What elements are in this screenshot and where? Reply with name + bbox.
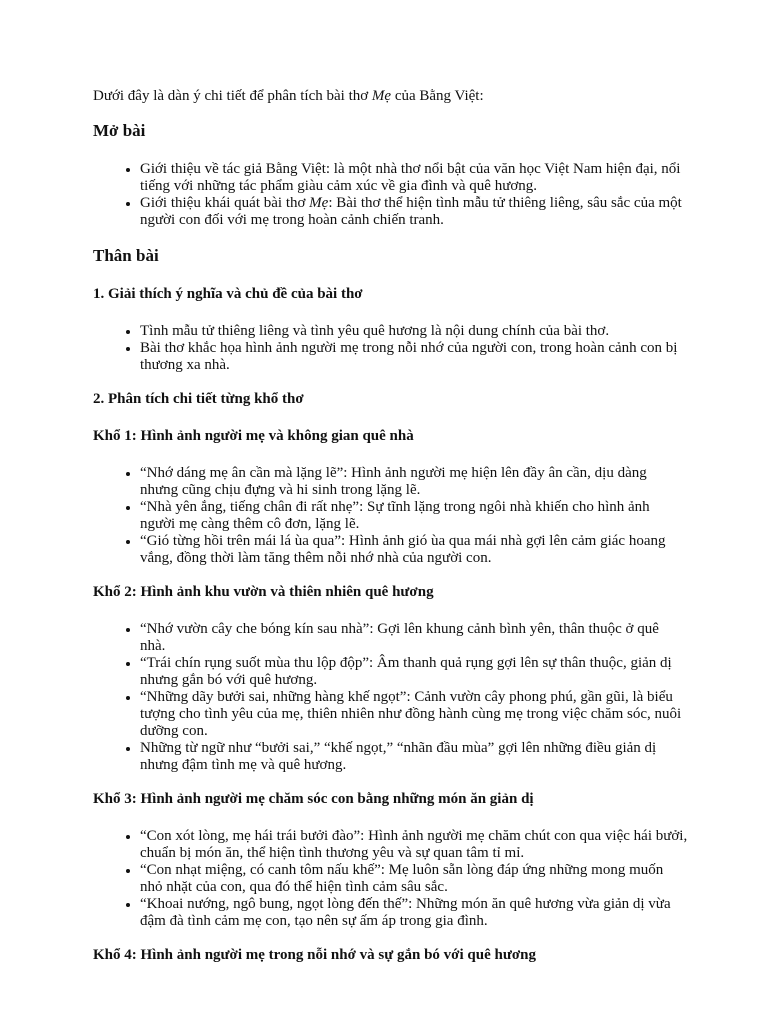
kho3-list: [93, 828, 688, 930]
heading-sub2: 2. Phân tích chi tiết từng khổ thơ: [93, 391, 304, 407]
mo-bai-list: [93, 161, 688, 229]
list-item: • “Những dãy bưởi sai, những hàng khế ngọt”: Cảnh vườn cây phong phú, gần gũi, là biểu tượng cho tình yêu của mẹ, thiên nhiên như đồng hành cùng mẹ trong việc chăm sóc, nuôi dưỡng con.: [140, 689, 688, 740]
heading-sub1: 1. Giải thích ý nghĩa và chủ đề của bài thơ: [93, 286, 363, 302]
intro-paragraph: [93, 88, 688, 105]
list-item: • “Nhà yên ắng, tiếng chân đi rất nhẹ”: Sự tĩnh lặng trong ngôi nhà khiến cho hình ảnh người mẹ càng thêm cô đơn, lặng lẽ.: [140, 499, 688, 533]
heading-kho-3: Khổ 3: Hình ảnh người mẹ chăm sóc con bằng những món ăn giản dị: [93, 791, 534, 807]
kho1-list: [93, 465, 688, 567]
sub1-list: [93, 323, 688, 374]
list-item: • Bài thơ khắc họa hình ảnh người mẹ trong nỗi nhớ của người con, trong hoàn cảnh con bị thương xa nhà.: [140, 340, 688, 374]
list-item: • Những từ ngữ như “bưởi sai,” “khế ngọt,” “nhãn đầu mùa” gợi lên những điều giản dị nhưng đậm tình mẹ và quê hương.: [140, 740, 688, 774]
list-item: • “Khoai nướng, ngô bung, ngọt lòng đến thế”: Những món ăn quê hương vừa giản dị vừa đậm đà tình cảm mẹ con, tạo nên sự ấm áp trong gia đình.: [140, 896, 688, 930]
kho2-list: [93, 621, 688, 774]
list-item: • “Con nhạt miệng, có canh tôm nấu khế”: Mẹ luôn sẵn lòng đáp ứng những mong muốn nhỏ nhặt của con, qua đó thể hiện tình cảm sâu sắc.: [140, 862, 688, 896]
heading-kho-4: Khổ 4: Hình ảnh người mẹ trong nỗi nhớ và sự gắn bó với quê hương: [93, 947, 536, 963]
list-item: • “Trái chín rụng suốt mùa thu lộp độp”: Âm thanh quả rụng gợi lên sự thân thuộc, giản dị nhưng gắn bó với quê hương.: [140, 655, 688, 689]
item-text: Giới thiệu khái quát bài thơ: [140, 195, 310, 211]
list-item: • “Gió từng hồi trên mái lá ùa qua”: Hình ảnh gió ùa qua mái nhà gợi lên cảm giác hoang vắng, đồng thời làm tăng thêm nỗi nhớ nhà của người con.: [140, 533, 688, 567]
poem-title: Mẹ: [309, 195, 329, 211]
intro-text-end: của Bằng Việt:: [391, 88, 484, 104]
poem-title: Mẹ: [371, 88, 392, 104]
list-item: • Tình mẫu tử thiêng liêng và tình yêu quê hương là nội dung chính của bài thơ.: [140, 323, 688, 340]
list-item: [140, 195, 688, 229]
heading-mo-bai: Mở bài: [93, 121, 146, 140]
heading-kho-1: Khổ 1: Hình ảnh người mẹ và không gian quê nhà: [93, 428, 414, 444]
heading-kho-2: Khổ 2: Hình ảnh khu vườn và thiên nhiên quê hương: [93, 584, 434, 600]
heading-than-bai: Thân bài: [93, 246, 159, 265]
item-text-end: : Bài thơ thể hiện tình mẫu tử thiêng liêng, sâu sắc của một người con đối với mẹ trong hoàn cảnh chiến tranh.: [140, 195, 682, 228]
list-item: • Giới thiệu về tác giả Bằng Việt: là một nhà thơ nổi bật của văn học Việt Nam hiện đại, nổi tiếng với những tác phẩm giàu cảm xúc về gia đình và quê hương.: [140, 161, 688, 195]
list-item: • “Nhớ vườn cây che bóng kín sau nhà”: Gợi lên khung cảnh bình yên, thân thuộc ở quê nhà.: [140, 621, 688, 655]
intro-text: Dưới đây là dàn ý chi tiết để phân tích bài thơ: [93, 88, 372, 104]
list-item: • “Nhớ dáng mẹ ân cần mà lặng lẽ”: Hình ảnh người mẹ hiện lên đầy ân cần, dịu dàng nhưng cũng chịu đựng và hi sinh trong lặng lẽ.: [140, 465, 688, 499]
list-item: • “Con xót lòng, mẹ hái trái bưởi đào”: Hình ảnh người mẹ chăm chút con qua việc hái bưởi, chuẩn bị món ăn, thể hiện tình thương yêu và sự quan tâm tỉ mỉ.: [140, 828, 688, 862]
